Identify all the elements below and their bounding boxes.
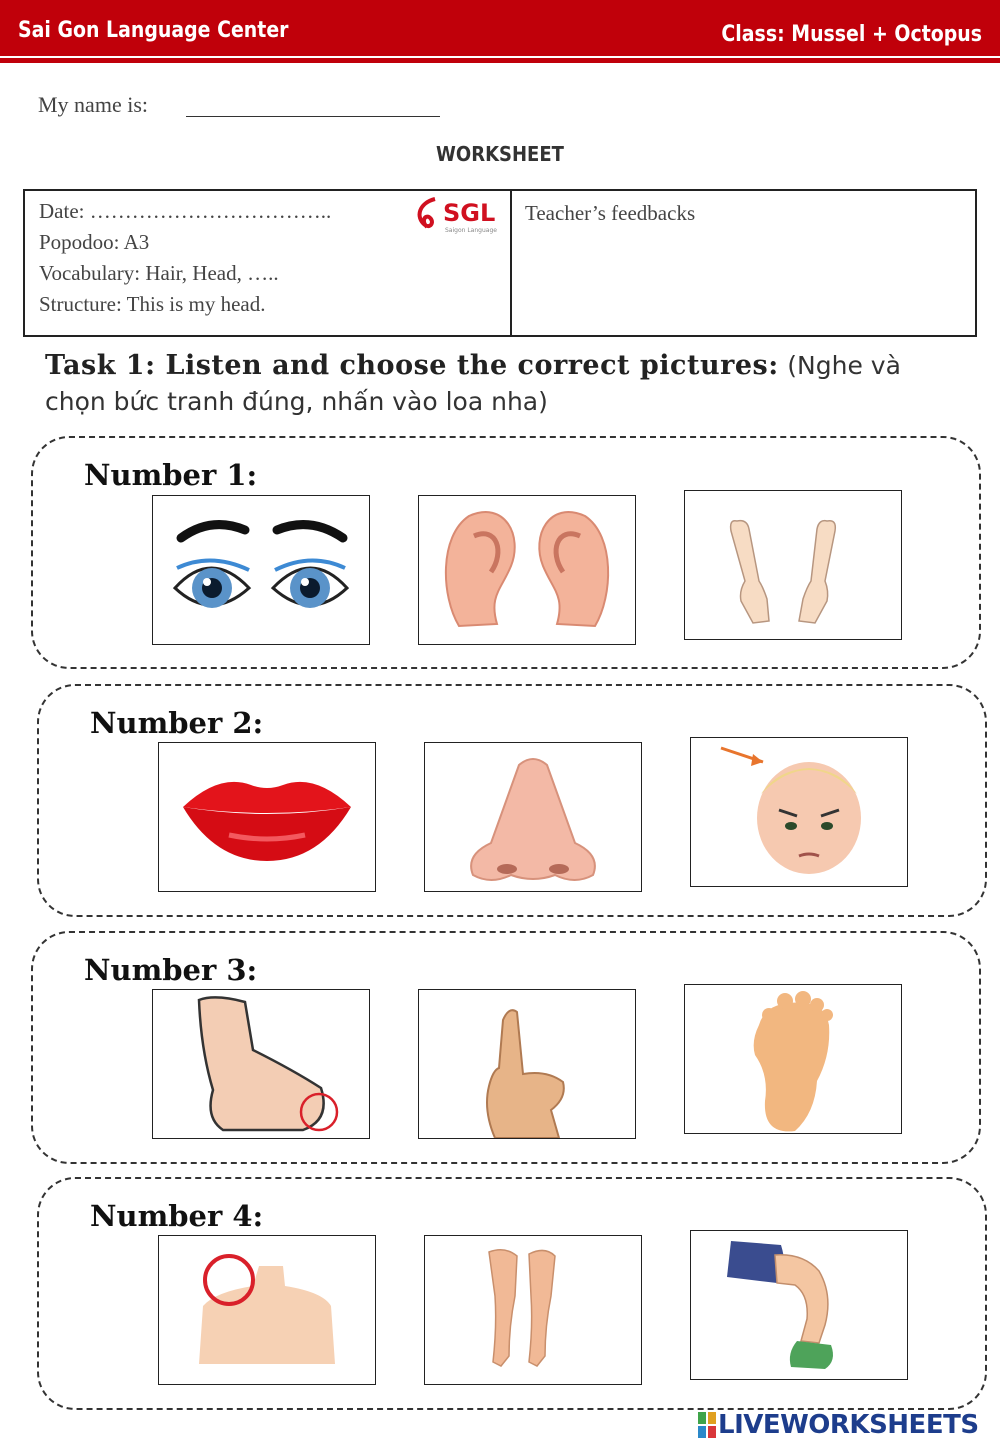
teacher-feedback-label: Teacher’s feedbacks xyxy=(525,201,696,225)
popodoo-line: Popodoo: A3 xyxy=(39,230,150,254)
header-bar xyxy=(0,0,1000,56)
class-name: Class: Mussel + Octopus xyxy=(721,22,982,47)
worksheet-title: WORKSHEET xyxy=(436,142,564,166)
center-name: Sai Gon Language Center xyxy=(18,18,289,43)
eyes-picture[interactable] xyxy=(152,495,370,645)
question-label-3: Number 3: xyxy=(84,953,258,987)
liveworksheets-logo xyxy=(698,1410,998,1440)
shoulder-picture[interactable] xyxy=(158,1235,376,1385)
structure-line: Structure: This is my head. xyxy=(39,292,266,316)
info-divider xyxy=(510,191,512,335)
toe-picture[interactable] xyxy=(152,989,370,1139)
head-picture[interactable] xyxy=(690,737,908,887)
knee-picture[interactable] xyxy=(690,1230,908,1380)
vocabulary-line: Vocabulary: Hair, Head, ….. xyxy=(39,261,279,285)
info-box xyxy=(23,189,977,337)
liveworksheets-text: LIVEWORKSHEETS xyxy=(718,1410,979,1440)
task-heading: Task 1: Listen and choose the correct pictures: xyxy=(45,350,779,381)
finger-picture[interactable] xyxy=(418,989,636,1139)
foot-picture[interactable] xyxy=(684,984,902,1134)
task-instruction: (Nghe và chọn bức tranh đúng, nhấn vào loa nha) xyxy=(45,351,901,416)
name-label: My name is: xyxy=(38,92,148,117)
nose-picture[interactable] xyxy=(424,742,642,892)
header-underline xyxy=(0,58,1000,63)
name-field[interactable] xyxy=(186,116,440,117)
svg-text:SGL: SGL xyxy=(443,199,496,227)
date-line: Date: …………………………….. xyxy=(39,199,332,223)
question-label-1: Number 1: xyxy=(84,458,258,492)
question-label-4: Number 4: xyxy=(90,1199,264,1233)
question-label-2: Number 2: xyxy=(90,706,264,740)
mouth-picture[interactable] xyxy=(158,742,376,892)
arms-picture[interactable] xyxy=(684,490,902,640)
sgl-logo xyxy=(413,195,509,237)
svg-text:Saigon Language: Saigon Language xyxy=(445,227,497,234)
task-title xyxy=(45,348,945,420)
ears-picture[interactable] xyxy=(418,495,636,645)
legs-picture[interactable] xyxy=(424,1235,642,1385)
